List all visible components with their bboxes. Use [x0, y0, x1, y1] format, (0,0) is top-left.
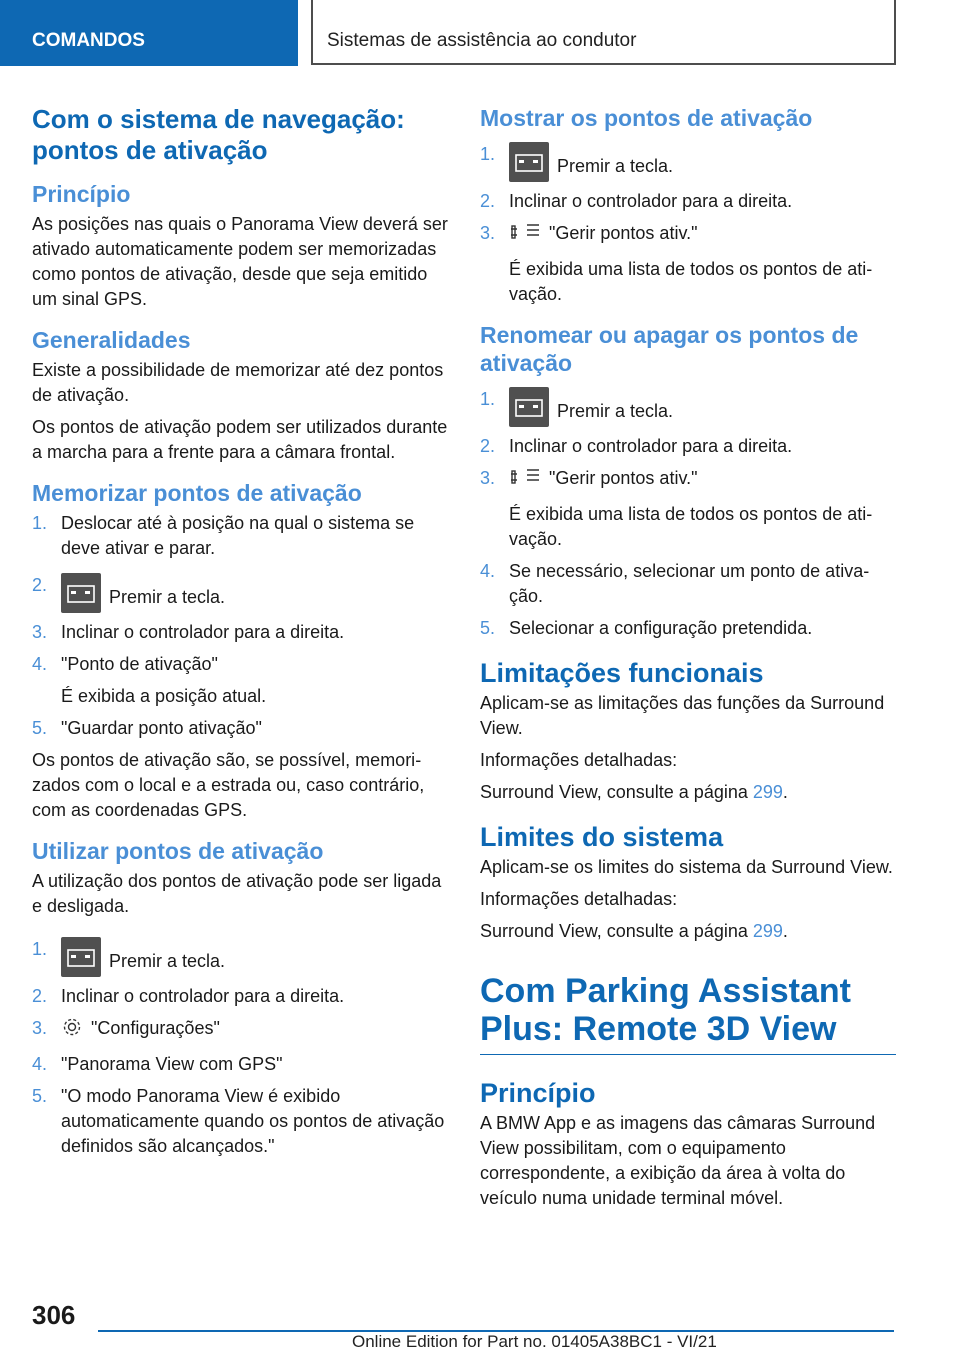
limites-info: Informações detalhadas:: [480, 889, 678, 909]
camera-key-icon: [61, 573, 101, 613]
list-item: 3. Inclinar o controlador para a direita.: [32, 622, 345, 642]
gear-icon: [61, 1016, 83, 1045]
list-item: 1. Premir a tecla.: [32, 937, 448, 977]
right-column: [480, 104, 896, 1218]
generalidades-text-2: Os pontos de ativação podem ser utilizados durante a marcha para a frente para a câmara frontal.: [32, 417, 448, 462]
page-link-299[interactable]: 299: [752, 921, 783, 941]
memorizar-steps: [32, 511, 448, 677]
list-item: 2. Premir a tecla.: [32, 573, 448, 613]
list-item: 1. Deslocar até à posição na qual o sistema se deve ativar e parar.: [32, 513, 415, 558]
page-header: [0, 0, 960, 66]
list-item: 1. Premir a tecla.: [480, 387, 896, 427]
renomear-steps: [480, 387, 896, 495]
page-link-299[interactable]: 299: [752, 782, 783, 802]
mostrar-step3-result: É exibida uma lista de todos os pontos de ativação.: [509, 259, 873, 304]
list-item: 5. Selecionar a configuração pretendida.: [480, 618, 813, 638]
camera-key-icon: [509, 387, 549, 427]
page-number: 306: [32, 1300, 76, 1330]
list-item: 4. "Ponto de ativação": [32, 654, 218, 674]
activation-points-list-icon: [509, 221, 541, 250]
renomear-step3-result: É exibida uma lista de todos os pontos de ativação.: [509, 504, 873, 549]
chapter-tab: [311, 0, 896, 65]
utilizar-steps: [32, 937, 448, 1159]
chapter-label: Sistemas de assistência ao condutor: [327, 30, 637, 51]
list-item: 2. Inclinar o controlador para a direita.: [480, 191, 793, 211]
limitacoes-text: Aplicam-se as limitações das funções da Surround View.: [480, 693, 885, 738]
heading-limitacoes: Limitações funcionais: [480, 658, 764, 688]
memorizar-step4-result: É exibida a posição atual.: [61, 686, 267, 706]
renomear-steps-cont: [480, 559, 896, 641]
edition-text: Online Edition for Part no. 01405A38BC1 - VI/21: [352, 1332, 717, 1351]
list-item: 3. "Gerir pontos ativ.": [480, 466, 896, 495]
list-item: 3. "Gerir pontos ativ.": [480, 221, 896, 250]
section-label: COMANDOS: [32, 30, 145, 51]
list-item: 4. Se necessário, selecionar um ponto de ativação.: [480, 561, 870, 606]
limitacoes-ref: Surround View, consulte a página 299.: [480, 782, 788, 802]
heading-renomear: Renomear ou apagar os pontos de ativação: [480, 322, 859, 376]
heading-memorizar: Memorizar pontos de ativação: [32, 480, 362, 506]
list-item: 1. Premir a tecla.: [480, 142, 896, 182]
left-column: [32, 104, 448, 1166]
memorizar-note: Os pontos de ativação são, se possível, memorizados com o local e a estrada ou, caso contrário, com as coordenadas GPS.: [32, 750, 425, 820]
heading-principio: Princípio: [32, 181, 131, 207]
list-item: 4. "Panorama View com GPS": [32, 1054, 283, 1074]
heading-remote-principio: Princípio: [480, 1078, 596, 1108]
section-tab: [0, 0, 298, 66]
limitacoes-info: Informações detalhadas:: [480, 750, 678, 770]
heading-mostrar: Mostrar os pontos de ativação: [480, 105, 813, 131]
heading-generalidades: Generalidades: [32, 327, 191, 353]
generalidades-text-1: Existe a possibilidade de memorizar até dez pontos de ativação.: [32, 360, 444, 405]
section-title-navigation: Com o sistema de navegação: pontos de ativação: [32, 104, 405, 165]
limites-text: Aplicam-se os limites do sistema da Surround View.: [480, 857, 893, 877]
heading-remote-3d-view: Com Parking Assistant Plus: Remote 3D View: [480, 972, 896, 1055]
principio-text: As posições nas quais o Panorama View deverá ser ativado automaticamente podem ser memorizadas como pontos de ativação, desde que seja emitido um sinal GPS.: [32, 214, 448, 309]
list-item: 2. Inclinar o controlador para a direita.: [32, 986, 345, 1006]
list-item: 3. "Configurações": [32, 1016, 448, 1045]
camera-key-icon: [61, 937, 101, 977]
heading-utilizar: Utilizar pontos de ativação: [32, 838, 324, 864]
remote-principio-text: A BMW App e as imagens das câmaras Surround View possibilitam, com o equipamento correspondente, a exibição da área à volta do veículo numa unidade terminal móvel.: [480, 1113, 876, 1208]
heading-limites: Limites do sistema: [480, 822, 724, 852]
mostrar-steps: [480, 142, 896, 250]
memorizar-steps-cont: [32, 716, 448, 741]
utilizar-intro: A utilização dos pontos de ativação pode ser ligada e desligada.: [32, 871, 442, 916]
list-item: 5. "O modo Panorama View é exibido automaticamente quando os pontos de ativação definidos são alcançados.": [32, 1086, 445, 1156]
list-item: 5. "Guardar ponto ativação": [32, 718, 262, 738]
list-item: 2. Inclinar o controlador para a direita.: [480, 436, 793, 456]
activation-points-list-icon: [509, 466, 541, 495]
limites-ref: Surround View, consulte a página 299.: [480, 921, 788, 941]
camera-key-icon: [509, 142, 549, 182]
